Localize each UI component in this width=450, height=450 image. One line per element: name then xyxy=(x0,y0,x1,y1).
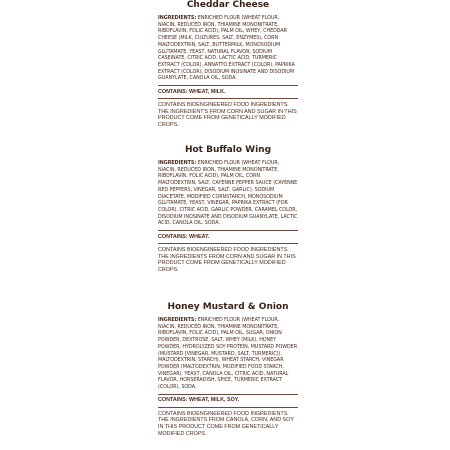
divider xyxy=(158,85,298,86)
allergen-statement: CONTAINS: WHEAT. xyxy=(158,233,210,240)
flavor-title: Honey Mustard & Onion xyxy=(167,302,289,312)
divider xyxy=(158,407,298,408)
section-hot-buffalo-wing xyxy=(158,145,298,274)
ingredients-text xyxy=(158,15,298,82)
ingredients-label: INGREDIENTS: xyxy=(158,15,197,21)
allergen-statement: CONTAINS: WHEAT, MILK. xyxy=(158,88,226,95)
bioengineered-disclosure: CONTAINS BIOENGINEERED FOOD INGREDIENTS. THE INGREDIENTS FROM CANOLA, CORN, AND SOY IN THIS PRODUCT COME FROM GENETICALLY MODIFIED CROPS. xyxy=(158,410,294,437)
ingredients-list: ENRICHED FLOUR (WHEAT FLOUR, NIACIN, REDUCED IRON, THIAMINE MONONITRATE, RIBOFLAVIN, FOLIC ACID), PALM OIL, CORN MALTODEXTRIN, SALT, CAYENNE PEPPER SAUCE (CAYENNE RED PEPPERS, VINEGAR, SALT, GARLIC), SODIUM DIACETATE, MODIFIED CORNSTARCH, MONOSODIUM GLUTAMATE, YEAST, VINEGAR, PAPRIKA EXTRACT (FOR COLOR), CITRIC ACID, GARLIC POWDER, CARAMEL COLOR, DISODIUM INOSINATE AND DISODIUM GUANYLATE, LACTIC ACID, CANOLA OIL, SODA. xyxy=(158,160,298,227)
divider xyxy=(158,243,298,244)
ingredients-label: INGREDIENTS: xyxy=(158,317,197,323)
ingredients-label: INGREDIENTS: xyxy=(158,160,197,166)
bioengineered-disclosure: CONTAINS BIOENGINEERED FOOD INGREDIENTS. THE INGREDIENT'S FROM CORN AND SUGAR IN THIS PRODUCT COME FROM GENETICALLY MODIFIED CROPS. xyxy=(158,101,297,129)
section-honey-mustard-onion xyxy=(158,302,298,437)
bioengineered-disclosure: CONTAINS BIOENGINEERED FOOD INGREDIENTS. THE INGREDIENTS FROM CORN AND SUGAR IN THIS PRODUCT COME FROM GENETICALLY MODIFIED CROPS. xyxy=(158,246,296,274)
section-cheddar-cheese xyxy=(158,0,298,129)
ingredients-text xyxy=(158,317,298,391)
flavor-title: Cheddar Cheese xyxy=(186,0,270,10)
divider xyxy=(158,230,298,231)
ingredients-text xyxy=(158,160,298,227)
ingredients-list: ENRICHED FLOUR (WHEAT FLOUR, NIACIN, REDUCED IRON, THIAMINE MONONITRATE, RIBOFLAVIN, FOLIC ACID), PALM OIL, WHEY, CHEDDAR CHEESE (MILK, CULTURES, SALT, ENZYMES), CORN MALTODEXTRIN, SALT, BUTTERMILK, MONOSODIUM GLUTAMATE, YEAST, NATURAL FLAVOR, SODIUM CASEINATE, CITRIC ACID, LACTIC ACID, TURMERIC EXTRACT (COLOR), ANNATTO EXTRACT (COLOR), PAPRIKA EXTRACT (COLOR), DISODIUM INOSINATE AND DISODIUM GUANYLATE, CANOLA OIL, SODA. xyxy=(158,15,295,82)
allergen-statement: CONTAINS: WHEAT, MILK, SOY. xyxy=(158,397,240,404)
ingredients-list: ENRICHED FLOUR (WHEAT FLOUR, NIACIN, REDUCED IRON, THIAMINE MONONITRATE, RIBOFLAVIN, FOLIC ACID), PALM OIL, SUGAR, ONION POWDER, DEXTROSE, SALT, WHEY (MILK), HONEY POWDER, HYDROLYZED SOY PROTEIN, MUSTARD POWDER (MUSTARD [VINEGAR, MUSTARD, SALT, TURMERIC]), MALTODEXTRIN, STARCH), WHEAT STARCH, VINEGAR POWDER (MALTODEXTRIN, MODIFIED FOOD STARCH, VINEGAR), YEAST, CANOLA OIL, CITRIC ACID, NATURAL FLAVOR, HORSERADISH, SPICE, TURMERIC EXTRACT (COLOR), SODA. xyxy=(158,317,298,391)
flavor-title: Hot Buffalo Wing xyxy=(184,145,272,155)
divider xyxy=(158,98,298,99)
divider xyxy=(158,394,298,395)
